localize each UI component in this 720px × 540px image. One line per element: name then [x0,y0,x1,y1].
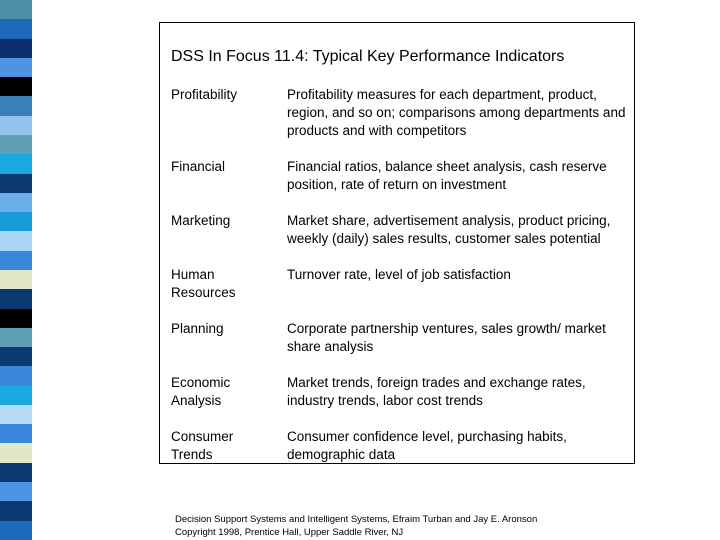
kpi-description: Market trends, foreign trades and exchange rates, industry trends, labor cost trends [287,375,586,408]
stripe-square [0,39,32,58]
decorative-stripe [0,0,32,540]
stripe-square [0,174,32,193]
kpi-description: Market share, advertisement analysis, product pricing, weekly (daily) sales results, customer sales potential [287,213,611,246]
stripe-square [0,77,32,96]
stripe-square [0,328,32,347]
stripe-square [0,58,32,77]
kpi-label: Planning [171,321,224,336]
stripe-square [0,424,32,443]
stripe-square [0,0,32,19]
kpi-label: Human Resources [171,267,236,300]
citation-footer [175,513,537,539]
kpi-description: Profitability measures for each department, product, region, and so on; comparisons among departments and products and with competitors [287,87,626,138]
stripe-square [0,309,32,328]
stripe-square [0,443,32,462]
stripe-square [0,154,32,173]
citation-line-1: Decision Support Systems and Intelligent Systems, Efraim Turban and Jay E. Aronson [175,514,538,525]
kpi-label: Profitability [171,87,238,102]
kpi-description: Corporate partnership ventures, sales growth/ market share analysis [287,321,606,354]
stripe-square [0,231,32,250]
stripe-square [0,116,32,135]
kpi-description: Turnover rate, level of job satisfaction [287,267,511,282]
citation-line-2: Copyright 1998, Prentice Hall, Upper Saddle River, NJ [175,527,404,538]
kpi-label: Economic Analysis [171,375,231,408]
stripe-square [0,501,32,520]
stripe-square [0,405,32,424]
kpi-label: Consumer Trends [171,429,234,462]
kpi-description: Financial ratios, balance sheet analysis, cash reserve position, rate of return on investment [287,159,607,192]
stripe-square [0,366,32,385]
stripe-square [0,19,32,38]
stripe-square [0,251,32,270]
kpi-label: Marketing [171,213,231,228]
stripe-square [0,482,32,501]
stripe-square [0,135,32,154]
kpi-label: Financial [171,159,226,174]
kpi-description: Consumer confidence level, purchasing habits, demographic data [287,429,567,462]
stripe-square [0,289,32,308]
stripe-square [0,270,32,289]
stripe-square [0,347,32,366]
slide-title: DSS In Focus 11.4: Typical Key Performance Indicators [171,48,565,65]
stripe-square [0,212,32,231]
stripe-square [0,96,32,115]
stripe-square [0,386,32,405]
stripe-square [0,521,32,540]
stripe-square [0,463,32,482]
stripe-square [0,193,32,212]
